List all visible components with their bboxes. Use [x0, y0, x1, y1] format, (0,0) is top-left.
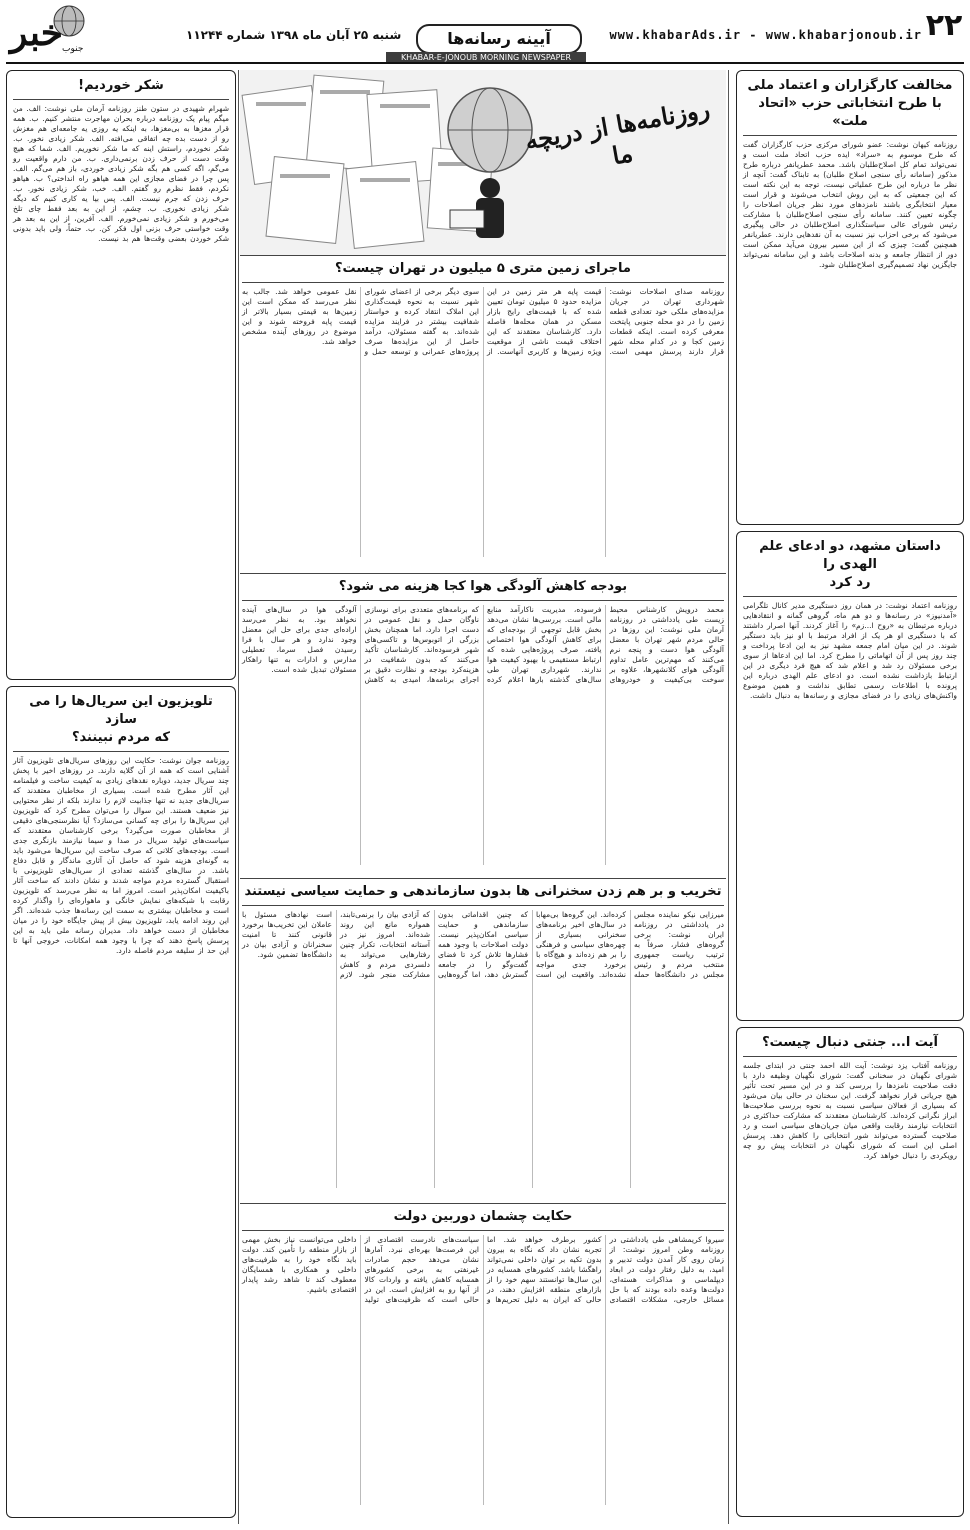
- page-header: [6, 4, 964, 66]
- header-rule: [6, 62, 964, 64]
- article-body: روزنامه صدای اصلاحات نوشت: شهرداری تهران در جریان مزایده‌های ملکی خود تعدادی قطعه زمین را در دو محله جنوبی پایتخت معرفی کرده است. اینکه قطعات زمین کجا و در کدام محله شهر قرار دارند پرسش مهمی است. قیمت پایه هر متر زمین در این مزایده حدود ۵ میلیون تومان تعیین شده که با قیمت‌های رایج بازار مسکن در همان محله‌ها فاصله دارد. کارشناسان معتقدند که این اختلاف قیمت ناشی از موقعیت ویژه زمین‌ها و کاربری آنهاست. از سوی دیگر برخی از اعضای شورای شهر نسبت به نحوه قیمت‌گذاری این املاک انتقاد کرده و خواستار شفافیت بیشتر در فرایند مزایده شده‌اند. به گفته مسئولان، درآمد حاصل از این مزایده‌ها صرف پروژه‌های عمرانی و توسعه حمل و نقل عمومی خواهد شد. جالب به نظر می‌رسد که ممکن است این زمین‌ها به قیمتی بسیار بالاتر از قیمت پایه فروخته شوند و این موضوع در روزهای آینده مشخص خواهد شد.: [242, 287, 724, 356]
- middle-column: [240, 70, 726, 1524]
- article-body: شهرام شهیدی در ستون طنز روزنامه آرمان ملی نوشت: الف. من میگم پیام یک روزنامه درباره بحران مهاجرت منتشر کنیم. ب. همه قرار مغزها به بی‌مغزها، به اینکه یه روزی یه جامعه‌ای هم مغزش رو از دست بده چه اتفاقی می‌افته. الف. شکر زیادی نخور. ب. شکر نخوردم، راستش اینه که ما شکر نخوریم. الف. شما که هیچ وقت دست از حرف زدن برنمی‌داری. ب. من دارم واقعیت رو می‌گم، اگه کسی هم بگه شکر زیادی خوردی، باز هم می‌گم. الف. پس چرا در فضای مجازی این همه هیاهو راه انداختی؟ ب. هیاهو نکردم، فقط نظرم رو گفتم. الف. خب، شکر زیادی نخور. ب. حرف زدن که جرم نیست. الف. پس بیا یه کاری کنیم که دیگه شکر زیادی نخوری. ب. چشم، از این به بعد فقط چای تلخ می‌خورم و شکر زیادی نمی‌خورم. الف. آفرین، از این به بعد هر وقت خواستی حرف بزنی اول فکر کن. ب. حتماً، ولی باید بدونی شکر خوردن بعضی وقت‌ها هم بد نیست.: [13, 104, 229, 243]
- article-air-pollution: [240, 574, 726, 879]
- article-body: محمد درویش کارشناس محیط زیست طی یادداشتی در روزنامه آرمان ملی نوشت: این روزها در حالی مردم شهر تهران با معضل آلودگی هوا دست و پنجه نرم می‌کنند که مهم‌ترین عامل تداوم آلودگی هوای کلانشهرها، علاوه بر سوخت بی‌کیفیت و خودروهای فرسوده، مدیریت ناکارآمد منابع مالی است. بررسی‌ها نشان می‌دهد بخش قابل توجهی از بودجه‌ای که برای کاهش آلودگی هوا اختصاص یافته، صرف پروژه‌هایی شده که ارتباط مستقیمی با بهبود کیفیت هوا ندارند. شهرداری تهران طی سال‌های گذشته بارها اعلام کرده که برنامه‌های متعددی برای نوسازی ناوگان حمل و نقل عمومی در دست اجرا دارد، اما همچنان بخش بزرگی از اتوبوس‌ها و تاکسی‌های شهر فرسوده‌اند. کارشناسان تأکید می‌کنند که بدون شفافیت در هزینه‌کرد بودجه و نظارت دقیق بر اجرای برنامه‌ها، امیدی به کاهش آلودگی هوا در سال‌های آینده نخواهد بود. به نظر می‌رسد اراده‌ای جدی برای حل این معضل وجود ندارد و هر سال با فرا رسیدن فصل سرما، تعطیلی مدارس و ادارات به تنها راهکار مسئولان تبدیل شده است.: [242, 605, 724, 684]
- article-body: روزنامه کیهان نوشت: عضو شورای مرکزی حزب کارگزاران گفت که طرح موسوم به «سراد» ایده حزب اتحاد ملت است و نمی‌تواند تمام کل اصلاح‌طلبان باشد. محمد عطریانفر درباره طرح مذکور (سامانه رأی سنجی اصلاح طلبان) به تابناک گفت: آنچه از نظر ما درباره این طرح عملیاتی نیست، توجه به این نکته است که این جمعیتی که به این روش انتخاب می‌شوند و قرار است معیار انتخابگری باشند نامزدهای مورد نظر جریان اصلاحات را چگونه تعیین کنند. سامانه رأی سنجی اصلاح‌طلبان با مشارکت رئیس شورای عالی سیاستگذاری اصلاح‌طلبان در حالی پیگیری می‌شود که برخی احزاب نیز نسبت به آن نقدهایی دارند. عطریانفر همچنین گفت: چیزی که از این مسیر بیرون می‌آید ممکن است دور از انتظار جامعه و بدنه اصلاحات باشد و این سامانه نمی‌تواند جایگزین نهاد تصمیم‌گیری اصلاح‌طلبان شود.: [743, 140, 957, 269]
- right-column: [736, 70, 964, 1524]
- article-kargozaran: [736, 70, 964, 525]
- article-tv-series: [6, 686, 236, 1518]
- page-number: ۲۲: [925, 8, 963, 43]
- article-mashhad: [736, 531, 964, 1021]
- article-body: سیروا کریمشاهی طی یادداشتی در روزنامه وطن امروز نوشت: از زمان روی کار آمدن دولت تدبیر و امید، به دلیل رفتار دولت در ابعاد دیپلماسی و مذاکرات هسته‌ای، دولت‌ها وعده داده بودند که با حل مسائل خارجی، مشکلات اقتصادی کشور برطرف خواهد شد. اما تجربه نشان داد که نگاه به بیرون بدون تکیه بر توان داخلی نمی‌تواند راهگشا باشد. کشورهای همسایه در این سال‌ها توانستند سهم خود را از بازارهای منطقه افزایش دهند، در حالی که ایران به دلیل تحریم‌ها و سیاست‌های نادرست اقتصادی از این فرصت‌ها بهره‌ای نبرد. آمارها نشان می‌دهد حجم صادرات غیرنفتی به برخی کشورهای همسایه کاهش یافته و واردات کالا از آنها رو به افزایش است. این در حالی است که ظرفیت‌های تولید داخلی می‌توانست نیاز بخش مهمی از بازار منطقه را تأمین کند. دولت باید نگاه خود را به ظرفیت‌های داخلی و همکاری با همسایگان معطوف کند تا شاهد رشد پایدار اقتصادی باشیم.: [242, 1235, 724, 1304]
- logo-subtext: جنوب: [62, 44, 84, 54]
- article-title: رد کرد: [829, 575, 871, 590]
- banner-lettering: روزنامه‌ها از دریچه ما: [522, 94, 712, 171]
- article-government-camera: [240, 1204, 726, 1519]
- article-body: روزنامه آفتاب یزد نوشت: آیت الله احمد جنتی در ابتدای جلسه شورای نگهبان در سخنانی گفت: شورای نگهبان وظیفه دارد با دقت صلاحیت نامزدها را بررسی کند و در این مسیر تحت تأثیر هیچ جریانی قرار نخواهد گرفت. این سخنان در حالی بیان می‌شود که بسیاری از فعالان سیاسی نسبت به نحوه بررسی صلاحیت‌ها ابراز نگرانی کرده‌اند. کارشناسان معتقدند که مشارکت حداکثری در انتخابات نیازمند رقابت واقعی میان جریان‌های سیاسی است و رد صلاحیت گسترده می‌تواند شور انتخاباتی را کاهش دهد. پرسش اصلی این است که شورای نگهبان در انتخابات پیش رو چه رویکردی را دنبال خواهد کرد.: [743, 1061, 957, 1160]
- article-body: روزنامه جوان نوشت: حکایت این روزهای سریال‌های تلویزیون آثار آشنایی است که همه از آن گلایه دارند. در روزهای اخیر با پخش چند سریال جدید، دوباره نقدهای زیادی به کیفیت ساخت و فیلمنامه این آثار مطرح شده است. بسیاری از مخاطبان معتقدند که سریال‌های جدید نه تنها جذابیت لازم را ندارند بلکه از نظر محتوایی نیز ضعیف هستند. این سوال را می‌توان مطرح کرد که تلویزیون این سریال‌ها را برای چه کسانی می‌سازد؟ آیا نظرسنجی‌های دقیقی از مخاطبان صورت می‌گیرد؟ برخی کارشناسان معتقدند که سیاست‌های تولید سریال در صدا و سیما نیازمند بازنگری جدی است. بودجه‌های کلانی که صرف ساخت این سریال‌ها می‌شود باید به گونه‌ای هزینه شود که حاصل آن آثاری ماندگار و قابل دفاع باشد. در سال‌های گذشته تعدادی از سریال‌های تلویزیونی با استقبال گسترده مردم مواجه شدند و نشان دادند که ساخت آثار باکیفیت امکان‌پذیر است. امروز اما به نظر می‌رسد که تلویزیون رقابت با شبکه‌های نمایش خانگی و ماهواره‌ای را واگذار کرده است و مخاطبان بیشتری به سمت این رسانه‌ها جذب شده‌اند. اگر این روند ادامه یابد، تلویزیون بیش از پیش جایگاه خود را در میان مخاطبان از دست خواهد داد. مدیران رسانه ملی باید به این پرسش پاسخ دهند که چرا با وجود همه امکانات، خروجی آنها تا این حد از سلیقه مردم فاصله دارد.: [13, 756, 229, 955]
- article-title: که مردم نبینند؟: [72, 730, 170, 745]
- article-title: تخریب و بر هم زدن سخنرانی ها بدون سازماندهی و حمایت سیاسی نیستند: [244, 884, 722, 899]
- section-banner-graphic: [240, 70, 726, 256]
- masthead-strip: KHABAR-E-JONOUB MORNING NEWSPAPER: [386, 52, 586, 64]
- article-title: ماجرای زمین متری ۵ میلیون در تهران چیست؟: [335, 261, 631, 276]
- newspaper-logo: [6, 4, 88, 60]
- column-divider: [238, 70, 239, 1524]
- logo-text: خبر: [10, 12, 63, 54]
- article-body: روزنامه اعتماد نوشت: در همان روز دستگیری مدیر کانال تلگرامی «آمدنیوز» در رسانه‌ها و دو هم ماه، گروهی گمانه و انتقادهایی درباره مرتبطان به «روح ا...زم» را آغاز کردند. آنها اصرار داشتند که با دستگیری او هر یک از افراد مرتبط با او نیز باید دستگیر شوند. در این میان امام جمعه مشهد نیز به این ادعا پرداخت و چند روز پس از آن اتهاماتی را مطرح کرد. اما این ادعاها از سوی برخی مسئولان رد شد و اعلام شد که هیچ فرد دیگری در این ارتباط بازداشت نشده است. دو ادعای علم الهدی درباره این پرونده با اطلاعات رسمی تطابق نداشت و همین موضوع واکنش‌های زیادی را در فضای مجازی و رسانه‌ها به دنبال داشت.: [743, 601, 957, 700]
- left-column: [6, 70, 236, 1524]
- article-title: تلویزیون این سریال‌ها را می سازد: [29, 694, 213, 727]
- section-title: آیینه رسانه‌ها: [416, 24, 582, 54]
- dateline: شنبه ۲۵ آبان ماه ۱۳۹۸ شماره ۱۱۲۴۴: [186, 28, 402, 42]
- article-shekar: [6, 70, 236, 680]
- article-jannati: [736, 1027, 964, 1517]
- article-title: حکایت چشمان دوربین دولت: [393, 1209, 573, 1224]
- website-urls[interactable]: www.khabarAds.ir - www.khabarjonoub.ir: [609, 28, 922, 42]
- article-title: مخالفت کارگزاران و اعتماد ملی: [747, 78, 953, 93]
- column-divider: [728, 70, 729, 1524]
- article-title: با طرح انتخاباتی حزب «اتحاد ملت»: [758, 96, 942, 129]
- article-title: داستان مشهد، دو ادعای علم الهدی را: [759, 539, 941, 572]
- article-body: میرزایی نیکو نماینده مجلس در یادداشتی در روزنامه ایران نوشت: برخی گروه‌های فشار، صرفاً به ترتیب ریاست جمهوری منتخب مردم و رئیس مجلس در دانشگاه‌ها حمله کرده‌اند. این گروه‌ها بی‌مهابا در سال‌های اخیر برنامه‌های سخنرانی بسیاری از چهره‌های سیاسی و فرهنگی را بر هم زده‌اند و هیچ‌گاه با برخورد جدی مواجه نشده‌اند. واقعیت این است که چنین اقداماتی بدون سازماندهی و حمایت سیاسی امکان‌پذیر نیست. دولت اصلاحات با وجود همه فشارها تلاش کرد تا فضای گفت‌وگو را در جامعه گسترش دهد، اما گروه‌هایی که آزادی بیان را برنمی‌تابند، همواره مانع این روند شده‌اند. امروز نیز در آستانه انتخابات، تکرار چنین رفتارهایی می‌تواند به دلسردی مردم و کاهش مشارکت منجر شود. لازم است نهادهای مسئول با عاملان این تخریب‌ها برخورد قانونی کنند تا امنیت سخنرانان و آزادی بیان در دانشگاه‌ها تضمین شود.: [242, 910, 724, 979]
- article-land-price: [240, 256, 726, 574]
- article-title: شکر خوردیم!: [78, 78, 164, 93]
- article-title: بودجه کاهش آلودگی هوا کجا هزینه می شود؟: [338, 579, 628, 594]
- article-title: آیت ا... جنتی دنبال چیست؟: [762, 1035, 938, 1050]
- article-speech-disruption: [240, 879, 726, 1204]
